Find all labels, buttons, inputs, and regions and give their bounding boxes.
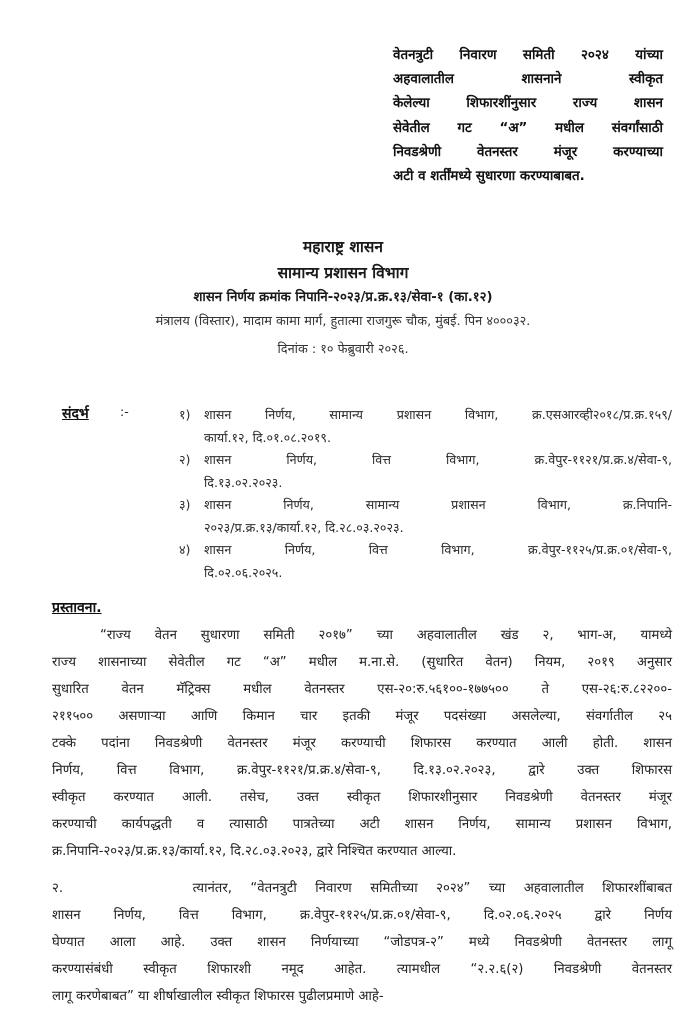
reference-number: ३) [179, 497, 191, 512]
reference-line: शासन निर्णय, सामान्य प्रशासन विभाग, क्र.एसआरव्ही२०१८/प्र.क्र.१५९/ [204, 407, 672, 422]
reference-line: शासन निर्णय, सामान्य प्रशासन विभाग, क्र.निपानि- [204, 497, 672, 512]
references-separator: :- [120, 404, 129, 419]
preamble-paragraph-1 [52, 622, 672, 865]
reference-number: ४) [179, 542, 191, 557]
reference-item [179, 404, 672, 449]
address: मंत्रालय (विस्तार), मादाम कामा मार्ग, हुतात्मा राजगुरू चौक, मुंबई. पिन ४०००३२. [155, 314, 531, 329]
resolution-number: शासन निर्णय क्रमांक निपानि-२०२३/प्र.क्र.१३/सेवा-१ (का.१२) [193, 290, 493, 305]
document-date: दिनांक : १० फेब्रुवारी २०२६. [277, 342, 409, 357]
subject-line: केलेल्या शिफारशींनुसार राज्य शासन [393, 96, 663, 112]
references-list [179, 404, 672, 584]
paragraph-line: राज्य शासनाच्या सेवेतील गट “अ” मधील म.ना.से. (सुधारित वेतन) नियम, २०१९ अनुसार [52, 655, 672, 670]
subject-line: सेवेतील गट “अ” मधील संवर्गांसाठी [393, 120, 663, 136]
reference-item [179, 539, 672, 584]
paragraph-line: २. त्यानंतर, “वेतनत्रुटी निवारण समितीच्या २०२४” च्या अहवालातील शिफारशींबाबत [52, 881, 672, 896]
references-label: संदर्भ [62, 406, 89, 422]
paragraph-line: शासन निर्णय, वित्त विभाग, क्र.वेपुर-११२५/प्र.क्र.०१/सेवा-९, दि.०२.०६.२०२५ द्वारे निर्णय [52, 908, 672, 923]
paragraph-line: सुधारित वेतन मॅट्रिक्स मधील वेतनस्तर एस-२०:रु.५६१००-१७७५०० ते एस-२६:रु.८२२००- [52, 682, 672, 697]
paragraph-line: करण्यासंबंधी स्वीकृत शिफारशी नमूद आहेत. त्यामधील “२.२.६(२) निवडश्रेणी वेतनस्तर [52, 962, 672, 977]
paragraph-line: घेण्यात आला आहे. उक्त शासन निर्णयाच्या “जोडपत्र-२” मध्ये निवडश्रेणी वेतनस्तर लागू [52, 935, 672, 950]
department-title: सामान्य प्रशासन विभाग [277, 264, 409, 282]
reference-number: २) [179, 452, 191, 467]
subject-line: अहवालातील शासनाने स्वीकृत [393, 72, 663, 88]
subject-line: वेतनत्रुटी निवारण समिती २०२४ यांच्या [393, 48, 663, 63]
paragraph-line: २११५०० असणाऱ्या आणि किमान चार इतकी मंजूर पदसंख्या असलेल्या, संवर्गातील २५ [52, 709, 672, 724]
paragraph-line: लागू करणेबाबत” या शीर्षाखालील स्वीकृत शिफारस पुढीलप्रमाणे आहे- [52, 989, 384, 1004]
subject-block [393, 44, 663, 189]
paragraph-line: निर्णय, वित्त विभाग, क्र.वेपुर-११२१/प्र.क्र.४/सेवा-९, दि.१३.०२.२०२३, द्वारे उक्त शिफारस [52, 763, 672, 778]
paragraph-line: “राज्य वेतन सुधारणा समिती २०१७” च्या अहवालातील खंड २, भाग-अ, यामध्ये [100, 628, 672, 643]
paragraph-line: क्र.निपानि-२०२३/प्र.क्र.१३/कार्या.१२, दि.२८.०३.२०२३, द्वारे निश्चित करण्यात आल्या. [52, 844, 457, 859]
reference-item [179, 494, 672, 539]
reference-line: शासन निर्णय, वित्त विभाग, क्र.वेपुर-११२५/प्र.क्र.०१/सेवा-९, [204, 542, 672, 557]
paragraph-line: टक्के पदांना निवडश्रेणी वेतनस्तर मंजूर करण्याची शिफारस करण्यात आली होती. शासन [52, 736, 672, 751]
reference-line: दि.०२.०६.२०२५. [204, 564, 283, 580]
paragraph-line: करण्याची कार्यपद्धती व त्यासाठी पात्रतेच्या अटी शासन निर्णय, सामान्य प्रशासन विभाग, [52, 817, 672, 832]
preamble-heading: प्रस्तावना. [52, 600, 102, 616]
document-header [0, 234, 686, 362]
reference-number: १) [179, 407, 191, 422]
government-title: महाराष्ट्र शासन [303, 238, 383, 256]
paragraph-line: स्वीकृत करण्यात आली. तसेच, उक्त स्वीकृत शिफारशीनुसार निवडश्रेणी वेतनस्तर मंजूर [52, 790, 672, 805]
reference-line: दि.१३.०२.२०२३. [204, 474, 283, 490]
reference-line: २०२३/प्र.क्र.१३/कार्या.१२, दि.२८.०३.२०२३. [204, 519, 404, 535]
preamble-paragraph-2 [52, 875, 672, 1010]
subject-line: निवडश्रेणी वेतनस्तर मंजूर करण्याच्या [393, 144, 663, 160]
reference-line: शासन निर्णय, वित्त विभाग, क्र.वेपुर-११२१/प्र.क्र.४/सेवा-९, [204, 452, 672, 467]
reference-line: कार्या.१२, दि.०१.०८.२०१९. [204, 429, 331, 445]
reference-item [179, 449, 672, 494]
subject-line: अटी व शर्तींमध्ये सुधारणा करण्याबाबत. [393, 169, 585, 185]
